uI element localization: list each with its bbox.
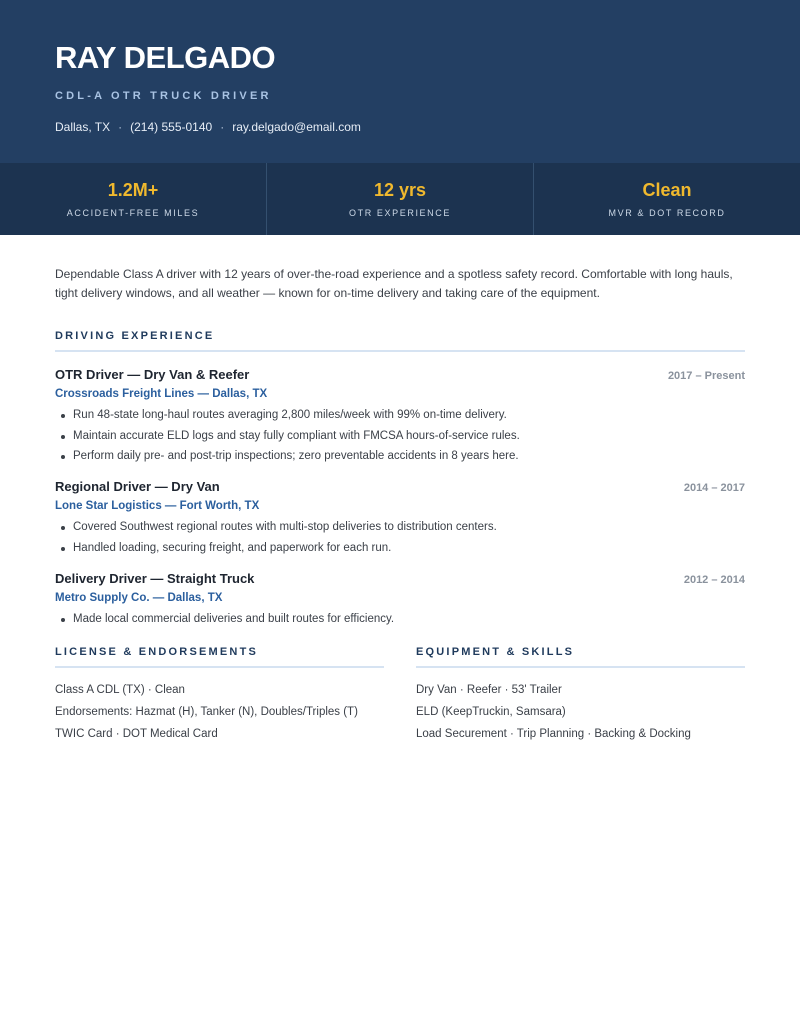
section-heading: EQUIPMENT & SKILLS	[416, 645, 745, 668]
skill-item: Dry Van · Reefer · 53' Trailer	[416, 683, 562, 696]
bullet-item: Run 48-state long-haul routes averaging 2,800 miles/week with 99% on-time delivery.	[55, 408, 745, 423]
license-item: Class A CDL (TX) · Clean	[55, 683, 185, 696]
stat-label: OTR EXPERIENCE	[349, 208, 451, 218]
skills-section	[416, 645, 745, 749]
summary: Dependable Class A driver with 12 years of over-the-road experience and a spotless safety record. Comfortable with long hauls, tight delivery windows, and all weather — known for on-time delivery and taking care of the equipment.	[55, 267, 733, 300]
job-bullets	[55, 612, 745, 627]
job-entry	[55, 478, 745, 556]
job-position: Regional Driver — Dry Van	[55, 479, 220, 494]
job-title: CDL-A OTR TRUCK DRIVER	[55, 90, 272, 102]
job-dates: 2017 – Present	[667, 370, 745, 382]
job-entry	[55, 570, 745, 627]
skill-item: Load Securement · Trip Planning · Backing & Docking	[416, 727, 691, 740]
license-item: TWIC Card · DOT Medical Card	[55, 727, 218, 740]
job-dates: 2012 – 2014	[683, 573, 745, 586]
stat-miles	[0, 163, 267, 235]
stat-value: Clean	[642, 180, 692, 200]
job-header	[55, 478, 745, 496]
section-heading: DRIVING EXPERIENCE	[55, 329, 745, 352]
experience-section	[55, 329, 745, 627]
stat-value: 1.2M+	[107, 180, 159, 200]
stat-label: ACCIDENT-FREE MILES	[66, 208, 200, 218]
license-list	[55, 683, 384, 742]
stats-bar	[0, 163, 800, 235]
skill-item: ELD (KeepTruckin, Samsara)	[416, 705, 566, 718]
job-entry	[55, 366, 745, 464]
stat-experience	[267, 163, 534, 235]
resume-header	[0, 0, 800, 163]
job-bullets	[55, 520, 745, 556]
job-position: OTR Driver — Dry Van & Reefer	[55, 367, 250, 382]
bottom-columns	[55, 645, 745, 749]
resume-body	[0, 235, 800, 749]
bullet-item: Perform daily pre- and post-trip inspections; zero preventable accidents in 8 years here.	[55, 449, 745, 464]
job-company: Crossroads Freight Lines — Dallas, TX	[55, 388, 268, 400]
location: Dallas, TX	[55, 120, 111, 134]
job-company: Metro Supply Co. — Dallas, TX	[55, 591, 223, 604]
job-header	[55, 366, 745, 384]
job-header	[55, 570, 745, 588]
job-dates: 2014 – 2017	[683, 482, 745, 494]
candidate-name: RAY DELGADO	[55, 40, 276, 75]
section-heading: LICENSE & ENDORSEMENTS	[55, 645, 384, 668]
stat-value: 12 yrs	[373, 180, 427, 200]
bullet-item: Covered Southwest regional routes with multi-stop deliveries to distribution centers.	[55, 520, 745, 535]
stat-record	[534, 163, 800, 235]
stat-label: MVR & DOT RECORD	[608, 208, 726, 218]
bullet-item: Handled loading, securing freight, and paperwork for each run.	[55, 541, 745, 556]
skills-list	[416, 683, 745, 742]
license-section	[55, 645, 384, 749]
phone: (214) 555-0140	[130, 120, 213, 134]
separator: ·	[220, 120, 225, 134]
job-bullets	[55, 408, 745, 464]
contact-line	[55, 120, 745, 135]
bullet-item: Maintain accurate ELD logs and stay fully compliant with FMCSA hours-of-service rules.	[55, 429, 745, 444]
separator: ·	[118, 120, 123, 134]
job-position: Delivery Driver — Straight Truck	[55, 570, 255, 586]
license-item: Endorsements: Hazmat (H), Tanker (N), Doubles/Triples (T)	[55, 705, 358, 718]
email-link[interactable]: ray.delgado@email.com	[232, 120, 361, 134]
bullet-item: Made local commercial deliveries and built routes for efficiency.	[55, 612, 745, 627]
job-company: Lone Star Logistics — Fort Worth, TX	[55, 500, 260, 512]
